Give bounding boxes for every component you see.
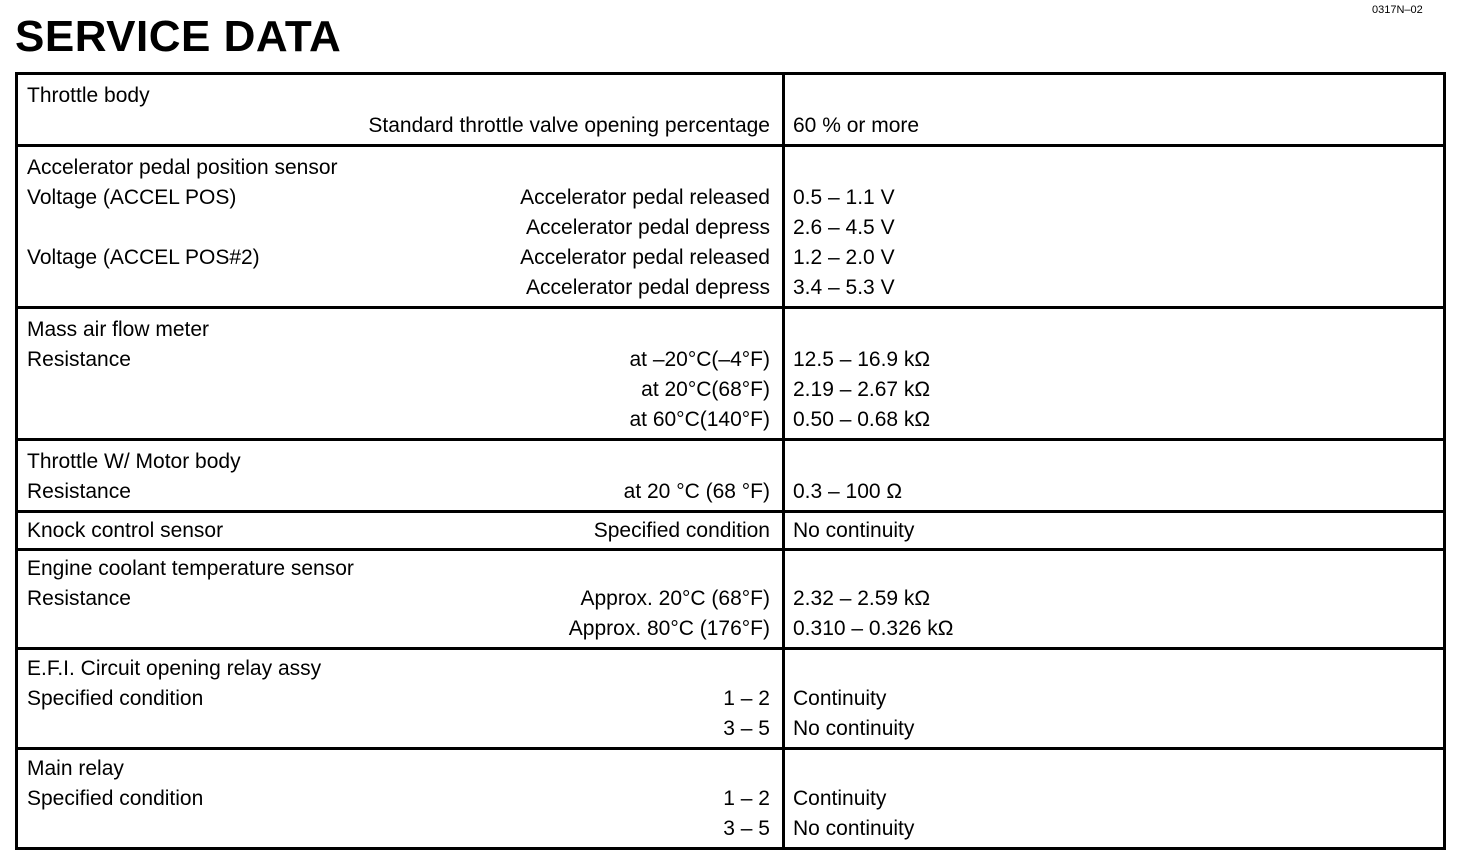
spec-row	[27, 814, 770, 844]
spec-condition: at 20°C(68°F)	[641, 378, 770, 401]
spec-row	[27, 477, 770, 507]
section-left-column	[18, 147, 785, 306]
spec-value: 0.5 – 1.1 V	[793, 186, 895, 209]
section-left-column	[18, 75, 785, 144]
spec-condition: Accelerator pedal depress	[526, 276, 770, 299]
spec-value: 2.19 – 2.67 kΩ	[793, 378, 931, 401]
section-right-column	[785, 309, 1443, 438]
section-heading-line	[27, 315, 770, 345]
spec-condition: 3 – 5	[723, 817, 770, 840]
spec-label: Voltage (ACCEL POS)	[27, 186, 237, 209]
spec-condition: 1 – 2	[723, 787, 770, 810]
spec-row	[27, 243, 770, 273]
section-main-relay	[18, 750, 1443, 850]
section-heading-line	[27, 153, 770, 183]
spec-condition: at 20 °C (68 °F)	[623, 480, 770, 503]
section-knock-control-sensor	[18, 513, 1443, 551]
spec-label: Knock control sensor	[27, 519, 224, 542]
section-right-column	[785, 750, 1443, 847]
section-right-column	[785, 513, 1443, 548]
section-right-column	[785, 650, 1443, 747]
spec-value: No continuity	[793, 817, 915, 840]
section-left-column	[18, 309, 785, 438]
section-heading-line	[27, 654, 770, 684]
spec-value: 0.50 – 0.68 kΩ	[793, 408, 931, 431]
spec-label: Resistance	[27, 480, 131, 503]
section-heading: Throttle body	[27, 84, 150, 107]
spec-value: Continuity	[793, 787, 887, 810]
spec-condition: Specified condition	[593, 519, 770, 542]
page-title: SERVICE DATA	[15, 12, 342, 61]
spec-row	[27, 714, 770, 744]
spec-condition: Accelerator pedal released	[520, 186, 770, 209]
spec-condition: Standard throttle valve opening percentage	[368, 114, 770, 137]
spec-condition: at –20°C(–4°F)	[629, 348, 770, 371]
section-left-column	[18, 750, 785, 847]
section-heading: Accelerator pedal position sensor	[27, 156, 338, 179]
spec-row	[27, 273, 770, 303]
section-heading: E.F.I. Circuit opening relay assy	[27, 657, 322, 680]
spec-row	[27, 405, 770, 435]
spec-value: 1.2 – 2.0 V	[793, 246, 895, 269]
section-mass-air-flow-meter	[18, 309, 1443, 441]
spec-row	[27, 345, 770, 375]
spec-condition: Approx. 80°C (176°F)	[568, 617, 770, 640]
spec-row	[27, 375, 770, 405]
spec-label: Resistance	[27, 587, 131, 610]
spec-value: Continuity	[793, 687, 887, 710]
section-heading: Mass air flow meter	[27, 318, 210, 341]
section-heading-line	[27, 554, 770, 584]
spec-condition: 1 – 2	[723, 687, 770, 710]
spec-condition: at 60°C(140°F)	[629, 408, 770, 431]
spec-value: 0.3 – 100 Ω	[793, 480, 903, 503]
spec-row	[27, 516, 770, 546]
spec-row	[27, 614, 770, 644]
spec-value: 0.310 – 0.326 kΩ	[793, 617, 954, 640]
document-code: 0317N–02	[1372, 4, 1423, 16]
section-left-column	[18, 551, 785, 647]
spec-condition: 3 – 5	[723, 717, 770, 740]
spec-condition: Approx. 20°C (68°F)	[580, 587, 770, 610]
section-right-column	[785, 147, 1443, 306]
section-throttle-body	[18, 75, 1443, 147]
spec-row	[27, 784, 770, 814]
spec-value: 3.4 – 5.3 V	[793, 276, 895, 299]
spec-condition: Accelerator pedal released	[520, 246, 770, 269]
spec-label: Resistance	[27, 348, 131, 371]
section-right-column	[785, 75, 1443, 144]
spec-value: 2.32 – 2.59 kΩ	[793, 587, 931, 610]
section-heading-line	[27, 447, 770, 477]
section-efi-circuit-relay	[18, 650, 1443, 750]
spec-value: 2.6 – 4.5 V	[793, 216, 895, 239]
section-heading-line	[27, 81, 770, 111]
spec-label: Specified condition	[27, 687, 204, 710]
section-heading-line	[27, 754, 770, 784]
section-left-column	[18, 441, 785, 510]
spec-row	[27, 684, 770, 714]
spec-label: Specified condition	[27, 787, 204, 810]
spec-value: 60 % or more	[793, 114, 920, 137]
section-heading: Engine coolant temperature sensor	[27, 557, 354, 580]
section-heading: Throttle W/ Motor body	[27, 450, 241, 473]
section-throttle-motor-body	[18, 441, 1443, 513]
section-right-column	[785, 551, 1443, 647]
section-engine-coolant-temp-sensor	[18, 551, 1443, 650]
service-data-table	[15, 72, 1446, 850]
spec-value: No continuity	[793, 717, 915, 740]
section-left-column	[18, 650, 785, 747]
spec-row	[27, 213, 770, 243]
section-heading: Main relay	[27, 757, 124, 780]
spec-row	[27, 183, 770, 213]
spec-row	[27, 584, 770, 614]
spec-value: 12.5 – 16.9 kΩ	[793, 348, 931, 371]
spec-condition: Accelerator pedal depress	[526, 216, 770, 239]
section-left-column	[18, 513, 785, 548]
section-right-column	[785, 441, 1443, 510]
section-accelerator-pedal-sensor	[18, 147, 1443, 309]
spec-value: No continuity	[793, 519, 915, 542]
spec-row	[27, 111, 770, 141]
spec-label: Voltage (ACCEL POS#2)	[27, 246, 260, 269]
